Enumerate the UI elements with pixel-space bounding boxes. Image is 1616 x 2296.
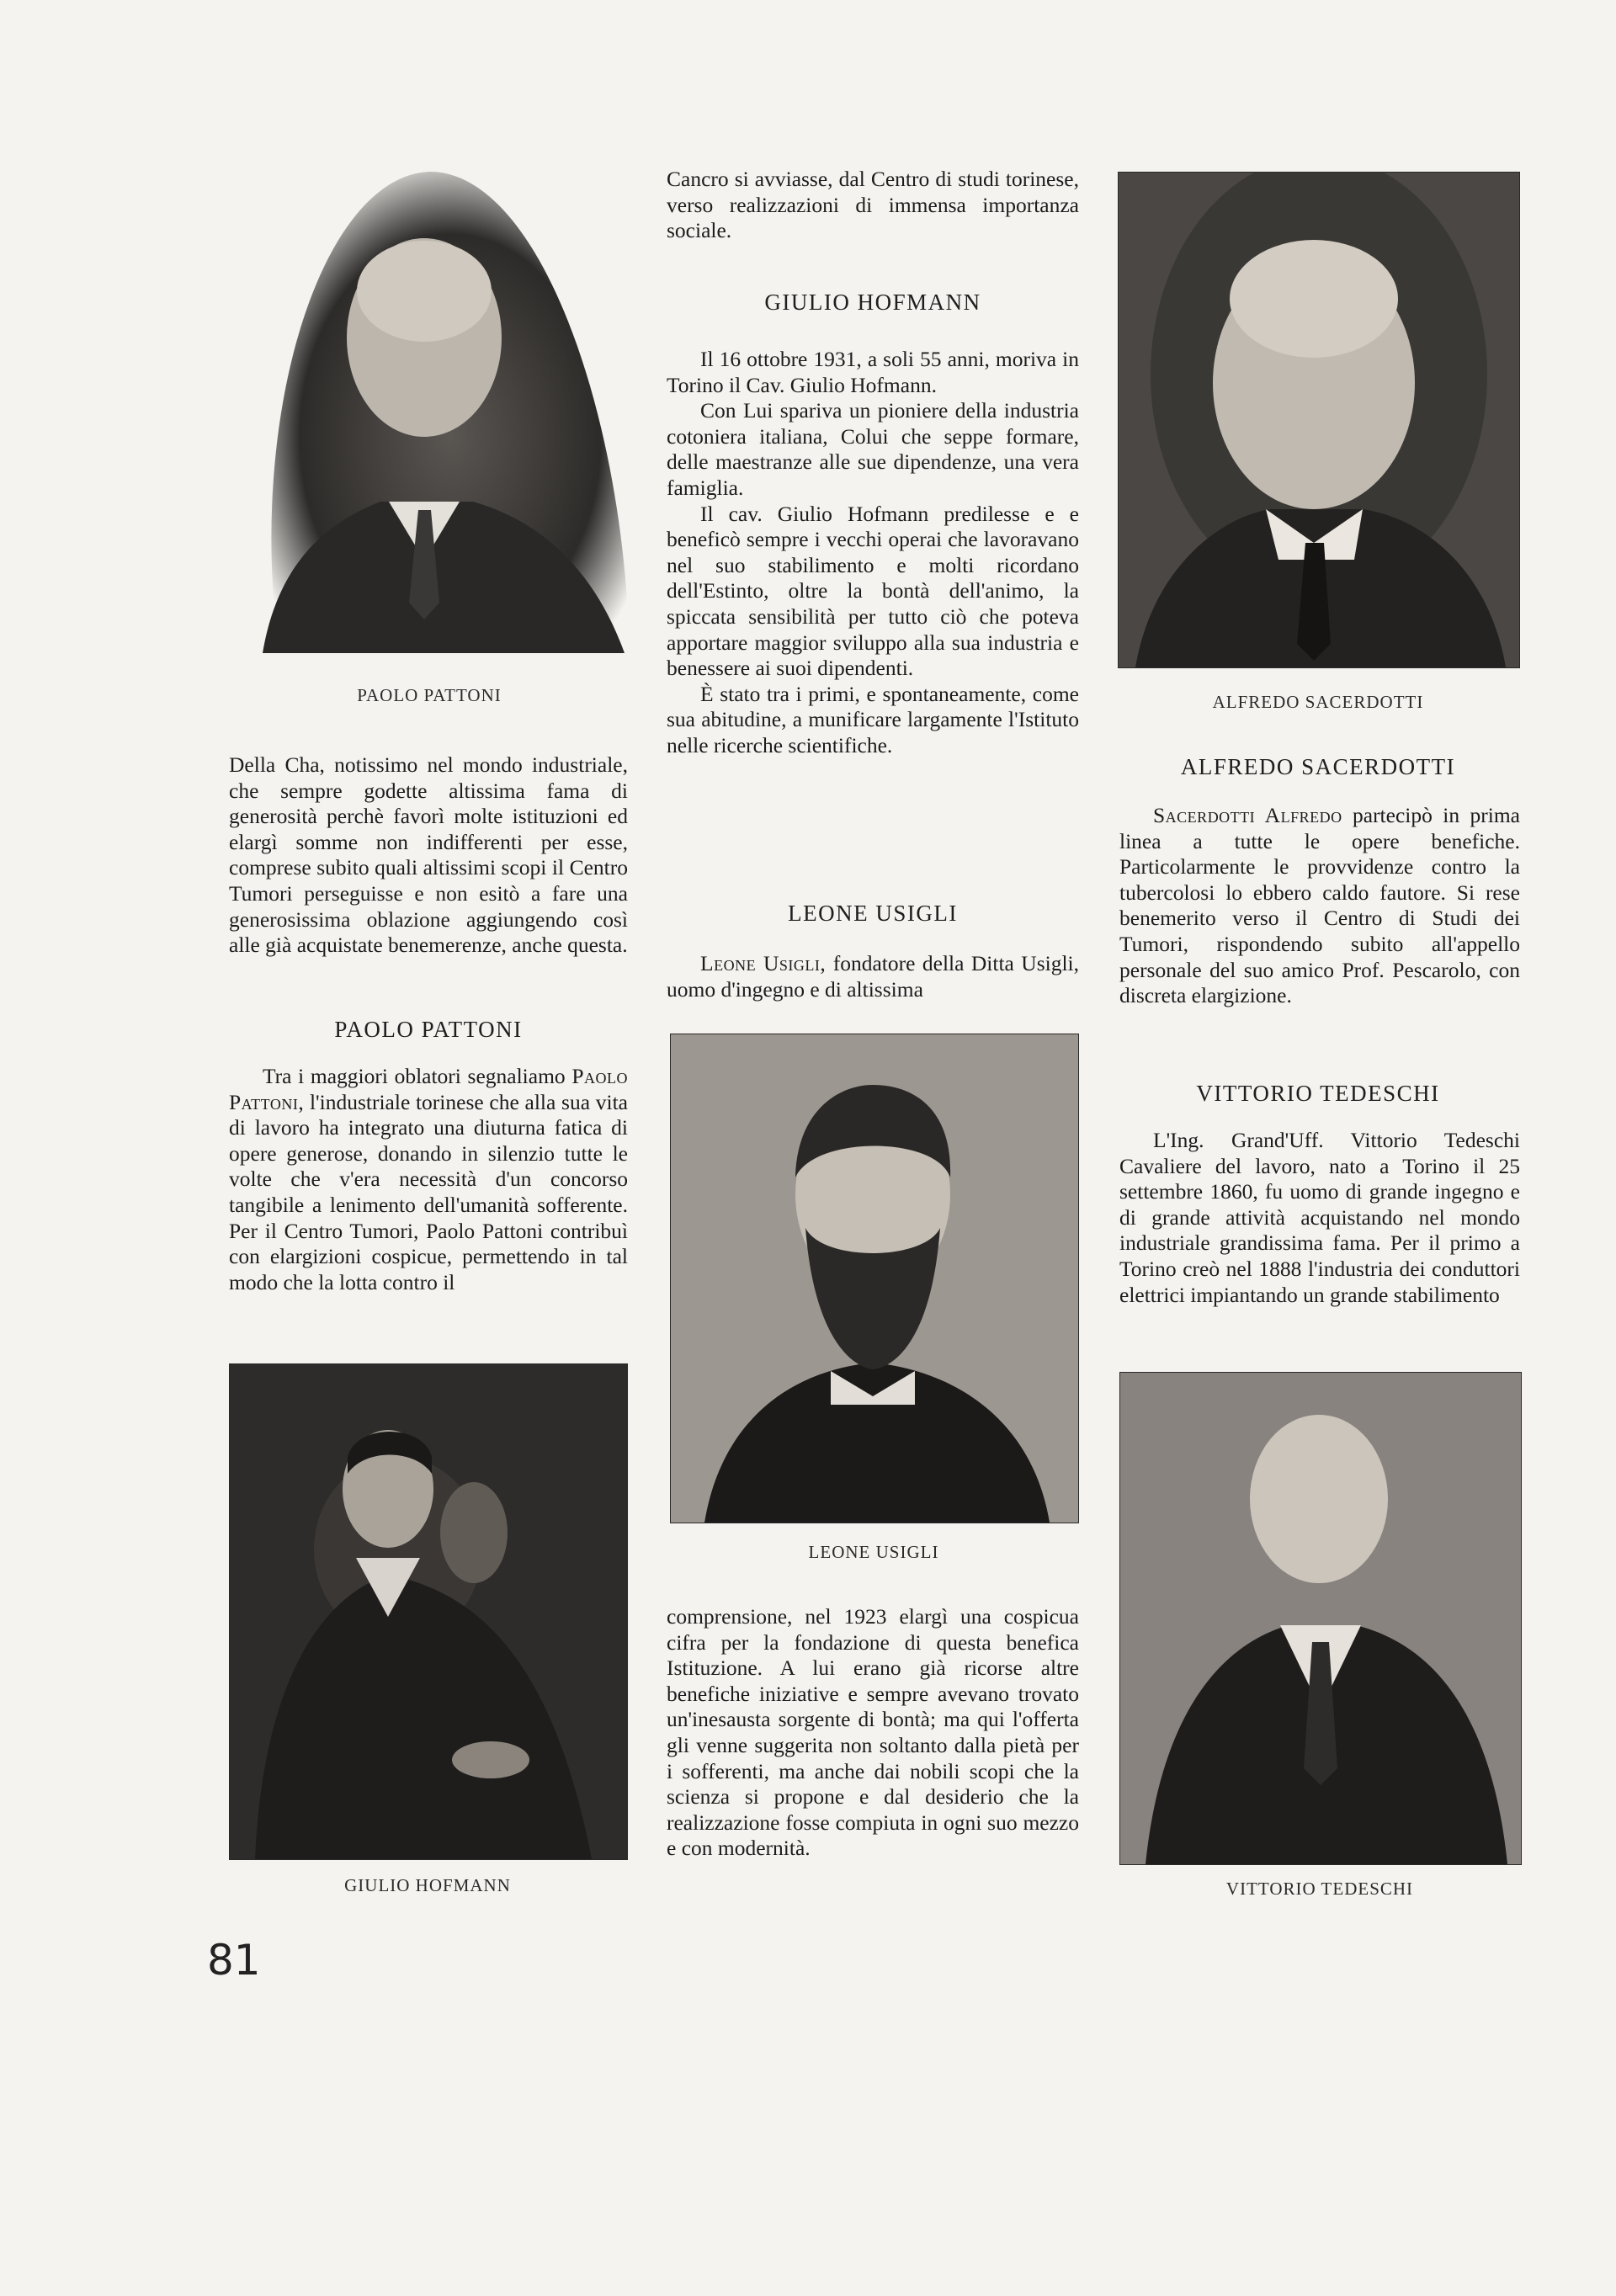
paragraph: Il 16 ottobre 1931, a soli 55 anni, moriva in Torino il Cav. Giulio Hofmann.	[667, 347, 1079, 397]
heading-alfredo-sacerdotti: ALFREDO SACERDOTTI	[1180, 754, 1456, 779]
caption-leone-usigli: LEONE USIGLI	[808, 1542, 939, 1562]
paragraph: L'Ing. Grand'Uff. Vittorio Tedeschi Cavaliere del lavoro, nato a Torino il 25 settembre 1860, fu uomo di grande ingegno e di grande attività acquistando nel mondo industriale grandissima fama. Per il primo a Torino creò nel 1888 l'industria dei conduttori elettrici impiantando un grande stabilimento	[1119, 1128, 1520, 1307]
photo-alfredo-sacerdotti	[1118, 172, 1520, 668]
text-usigli-continued	[667, 1604, 1079, 1862]
heading-leone-usigli: LEONE USIGLI	[788, 901, 958, 926]
text-vittorio-tedeschi	[1119, 1128, 1520, 1308]
portrait-photo-icon	[1119, 173, 1519, 667]
text-della-cha-continued	[229, 752, 628, 959]
text-paolo-pattoni	[229, 1064, 628, 1295]
page-number: 81	[207, 1936, 261, 1985]
photo-vittorio-tedeschi	[1119, 1372, 1522, 1865]
paragraph: Il cav. Giulio Hofmann predilesse e e beneficò sempre i vecchi operai che lavoravano nel suo stabilimento e molti ricordano dell'Estinto, oltre la bontà dell'animo, la spiccata sensibilità per tutto ciò che poteva apportare maggior sviluppo alla sua industria e benessere ai suoi dipendenti.	[667, 501, 1079, 681]
paragraph	[1119, 803, 1520, 1009]
paragraph	[667, 951, 1079, 1002]
name-leone-usigli: Leone Usigli,	[700, 951, 827, 975]
photo-leone-usigli	[670, 1034, 1079, 1523]
name-paolo-pattoni: Paolo Pattoni,	[229, 1064, 629, 1114]
portrait-photo-icon	[229, 165, 630, 653]
paragraph-intro: Tra i maggiori oblatori segnaliamo	[263, 1064, 566, 1088]
caption-alfredo-sacerdotti: ALFREDO SACERDOTTI	[1212, 692, 1424, 712]
caption-paolo-pattoni: PAOLO PATTONI	[357, 685, 502, 705]
text-leone-usigli	[667, 951, 1079, 1002]
text-giulio-hofmann	[667, 347, 1079, 759]
paragraph-rest: l'industriale torinese che alla sua vita di lavoro ha integrato una diuturna fatica di opere generose, donando in silenzio tutte le volte che v'era necessità d'un concorso tangibile a lenimento dell'umanità sofferente. Per il Centro Tumori, Paolo Pattoni contribuì con elargizioni cospicue, permettendo in tal modo che la lotta contro il	[229, 1089, 628, 1294]
paragraph: È stato tra i primi, e spontaneamente, come sua abitudine, a munificare largamente l'Istituto nelle ricerche scientifiche.	[667, 681, 1079, 757]
paragraph: comprensione, nel 1923 elargì una cospicua cifra per la fondazione di questa benefica Istituzione. A lui erano già ricorse altre benefiche iniziative e sempre avevano trovato un'inesausta sorgente di bontà; ma qui l'offerta gli venne suggerita non soltanto dalla pietà per i sofferenti, ma anche dai nobili scopi che la scienza si propone e dal desiderio che la realizzazione fosse compiuta in ogni suo mezzo e con modernità.	[667, 1604, 1079, 1861]
paragraph-rest: partecipò in prima linea a tutte le opere benefiche. Particolarmente le provvidenze contro la tubercolosi lo ebbero caldo fautore. Si rese benemerito verso il Centro di Studi dei Tumori, rispondendo subito all'appello personale del suo amico Prof. Pescarolo, con discreta elargizione.	[1119, 803, 1520, 1008]
name-alfredo-sacerdotti: Sacerdotti Alfredo	[1153, 803, 1342, 827]
paragraph	[229, 1064, 628, 1295]
portrait-photo-icon	[230, 1364, 627, 1859]
paragraph: Con Lui spariva un pioniere della industria cotoniera italiana, Colui che seppe formare, delle maestranze alle sue dipendenze, una vera famiglia.	[667, 398, 1079, 500]
heading-giulio-hofmann: GIULIO HOFMANN	[764, 290, 981, 315]
paragraph-rest: fondatore della Ditta Usigli, uomo d'ingegno e di altissima	[667, 951, 1079, 1002]
portrait-photo-icon	[671, 1034, 1078, 1523]
caption-vittorio-tedeschi: VITTORIO TEDESCHI	[1225, 1879, 1414, 1899]
paragraph: Cancro si avviasse, dal Centro di studi torinese, verso realizzazioni di immensa importanza sociale.	[667, 167, 1079, 243]
photo-paolo-pattoni	[229, 165, 630, 653]
heading-paolo-pattoni: PAOLO PATTONI	[334, 1017, 523, 1042]
text-alfredo-sacerdotti	[1119, 803, 1520, 1009]
paragraph: Della Cha, notissimo nel mondo industriale, che sempre godette altissima fama di generosità perchè favorì molte istituzioni ed elargì somme non indifferenti per esse, comprese subito quali altissimi scopi il Centro Tumori perseguisse e non esitò a fare una generosissima oblazione aggiungendo così alle già acquistate benemerenze, anche questa.	[229, 752, 628, 958]
heading-vittorio-tedeschi: VITTORIO TEDESCHI	[1196, 1081, 1440, 1106]
text-pattoni-continued	[667, 167, 1079, 244]
portrait-photo-icon	[1120, 1373, 1521, 1864]
caption-giulio-hofmann: GIULIO HOFMANN	[344, 1875, 511, 1895]
photo-giulio-hofmann	[229, 1363, 628, 1860]
